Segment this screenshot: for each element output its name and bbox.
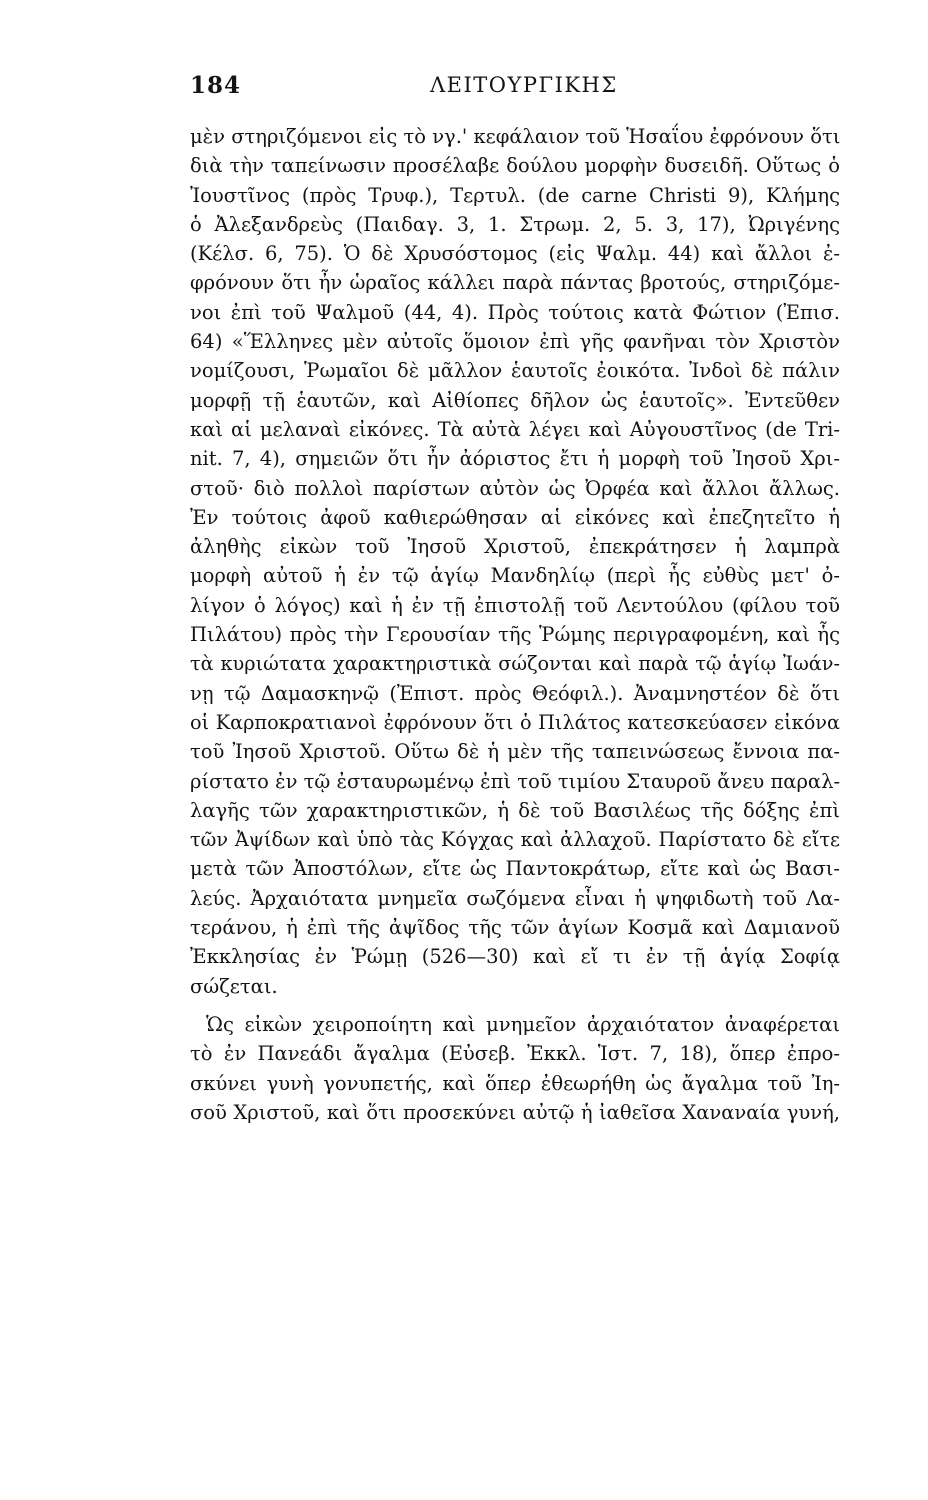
text-line: σκύνει γυνὴ γονυπετής, καὶ ὅπερ ἐθεωρήθη ὡς ἄγαλμα τοῦ Ἰη- — [190, 1071, 840, 1095]
text-line: nit. 7, 4), σημειῶν ὅτι ἦν ἀόριστος ἔτι ἡ μορφὴ τοῦ Ἰησοῦ Χρι- — [190, 447, 840, 471]
page-number: 184 — [190, 72, 242, 99]
text-line: τεράνου, ἡ ἐπὶ τῆς ἀψῖδος τῆς τῶν ἁγίων Κοσμᾶ καὶ Δαμιανοῦ — [190, 916, 840, 940]
text-line: λαγῆς τῶν χαρακτηριστικῶν, ἡ δὲ τοῦ Βασιλέως τῆς δόξης ἐπὶ — [190, 798, 840, 822]
text-line: στοῦ· διὸ πολλοὶ παρίστων αὐτὸν ὡς Ὀρφέα καὶ ἄλλοι ἄλλως. — [190, 476, 840, 500]
text-line: νομίζουσι, Ῥωμαῖοι δὲ μᾶλλον ἑαυτοῖς ἐοικότα. Ἰνδοὶ δὲ πάλιν — [190, 359, 840, 383]
text-line: νοι ἐπὶ τοῦ Ψαλμοῦ (44, 4). Πρὸς τούτοις κατὰ Φώτιον (Ἐπισ. — [190, 300, 840, 324]
text-line: τὰ κυριώτατα χαρακτηριστικὰ σώζονται καὶ παρὰ τῷ ἁγίῳ Ἰωάν- — [190, 652, 840, 676]
text-line: (Κέλσ. 6, 75). Ὁ δὲ Χρυσόστομος (εἰς Ψαλμ. 44) καὶ ἄλλοι ἐ- — [190, 242, 840, 266]
running-head: ΛΕΙΤΟΥΡΓΙΚΗΣ — [430, 73, 618, 97]
text-line: νῃ τῷ Δαμασκηνῷ (Ἐπιστ. πρὸς Θεόφιλ.). Ἀναμνηστέον δὲ ὅτι — [190, 681, 840, 705]
text-line: φρόνουν ὅτι ἦν ὡραῖος κάλλει παρὰ πάντας βροτούς, στηριζόμε- — [190, 271, 840, 295]
text-line: διὰ τὴν ταπείνωσιν προσέλαβε δούλου μορφὴν δυσειδῆ. Οὕτως ὁ — [190, 154, 840, 178]
text-line: ρίστατο ἐν τῷ ἐσταυρωμένῳ ἐπὶ τοῦ τιμίου Σταυροῦ ἄνευ παραλ- — [190, 769, 841, 793]
text-line: Ὡς εἰκὼν χειροποίητη καὶ μνημεῖον ἀρχαιότατον ἀναφέρεται — [206, 1012, 840, 1036]
page-header — [190, 66, 840, 106]
text-line: τῶν Ἀψίδων καὶ ὑπὸ τὰς Κόγχας καὶ ἀλλαχοῦ. Παρίστατο δὲ εἴτε — [190, 828, 840, 852]
text-line: οἱ Καρποκρατιανοὶ ἐφρόνουν ὅτι ὁ Πιλάτος κατεσκεύασεν εἰκόνα — [190, 710, 840, 734]
text-line: καὶ αἱ μελαναὶ εἰκόνες. Τὰ αὐτὰ λέγει καὶ Αὐγουστῖνος (de Tri- — [190, 417, 840, 441]
body-text — [190, 122, 840, 1127]
text-line: Ἐκκλησίας ἐν Ῥώμῃ (526—30) καὶ εἴ τι ἐν τῇ ἁγίᾳ Σοφίᾳ — [190, 945, 840, 969]
text-line: τὸ ἐν Πανεάδι ἄγαλμα (Εὐσεβ. Ἐκκλ. Ἱστ. 7, 18), ὅπερ ἐπρο- — [190, 1042, 840, 1066]
text-line: ὁ Ἀλεξανδρεὺς (Παιδαγ. 3, 1. Στρωμ. 2, 5. 3, 17), Ὠριγένης — [190, 212, 840, 236]
paragraph — [190, 122, 840, 1001]
text-line: τοῦ Ἰησοῦ Χριστοῦ. Οὕτω δὲ ἡ μὲν τῆς ταπεινώσεως ἔννοια πα- — [190, 740, 840, 764]
text-line: λίγον ὁ λόγος) καὶ ἡ ἐν τῇ ἐπιστολῇ τοῦ Λεντούλου (φίλου τοῦ — [190, 593, 840, 617]
text-line: ἀληθὴς εἰκὼν τοῦ Ἰησοῦ Χριστοῦ, ἐπεκράτησεν ἡ λαμπρὰ — [190, 535, 840, 559]
text-line: σοῦ Χριστοῦ, καὶ ὅτι προσεκύνει αὐτῷ ἡ ἰαθεῖσα Χαναναία γυνή, — [190, 1100, 840, 1124]
text-line: μετὰ τῶν Ἀποστόλων, εἴτε ὡς Παντοκράτωρ, εἴτε καὶ ὡς Βασι- — [190, 857, 840, 881]
text-line: μορφῇ τῇ ἑαυτῶν, καὶ Αἰθίοπες δῆλον ὡς ἑαυτοῖς». Ἐντεῦθεν — [190, 388, 840, 412]
text-line: Ἰουστῖνος (πρὸς Τρυφ.), Τερτυλ. (de carne Christi 9), Κλήμης — [190, 183, 840, 207]
text-line: μορφὴ αὐτοῦ ἡ ἐν τῷ ἁγίῳ Μανδηλίῳ (περὶ ἧς εὐθὺς μετ' ὀ- — [190, 564, 840, 588]
text-line: 64) «Ἕλληνες μὲν αὐτοῖς ὅμοιον ἐπὶ γῆς φανῆναι τὸν Χριστὸν — [190, 330, 840, 354]
text-line: Ἐν τούτοις ἀφοῦ καθιερώθησαν αἱ εἰκόνες καὶ ἐπεζητεῖτο ἡ — [190, 505, 840, 529]
text-line: λεύς. Ἀρχαιότατα μνημεῖα σωζόμενα εἶναι ἡ ψηφιδωτὴ τοῦ Λα- — [190, 886, 840, 910]
text-line: σώζεται. — [190, 974, 278, 998]
paragraph — [190, 1010, 840, 1127]
text-line: Πιλάτου) πρὸς τὴν Γερουσίαν τῆς Ῥώμης περιγραφομένη, καὶ ἧς — [190, 623, 840, 647]
text-line: μὲν στηριζόμενοι εἰς τὸ νγ.' κεφάλαιον τοῦ Ἡσαΐου ἐφρόνουν ὅτι — [190, 125, 841, 148]
